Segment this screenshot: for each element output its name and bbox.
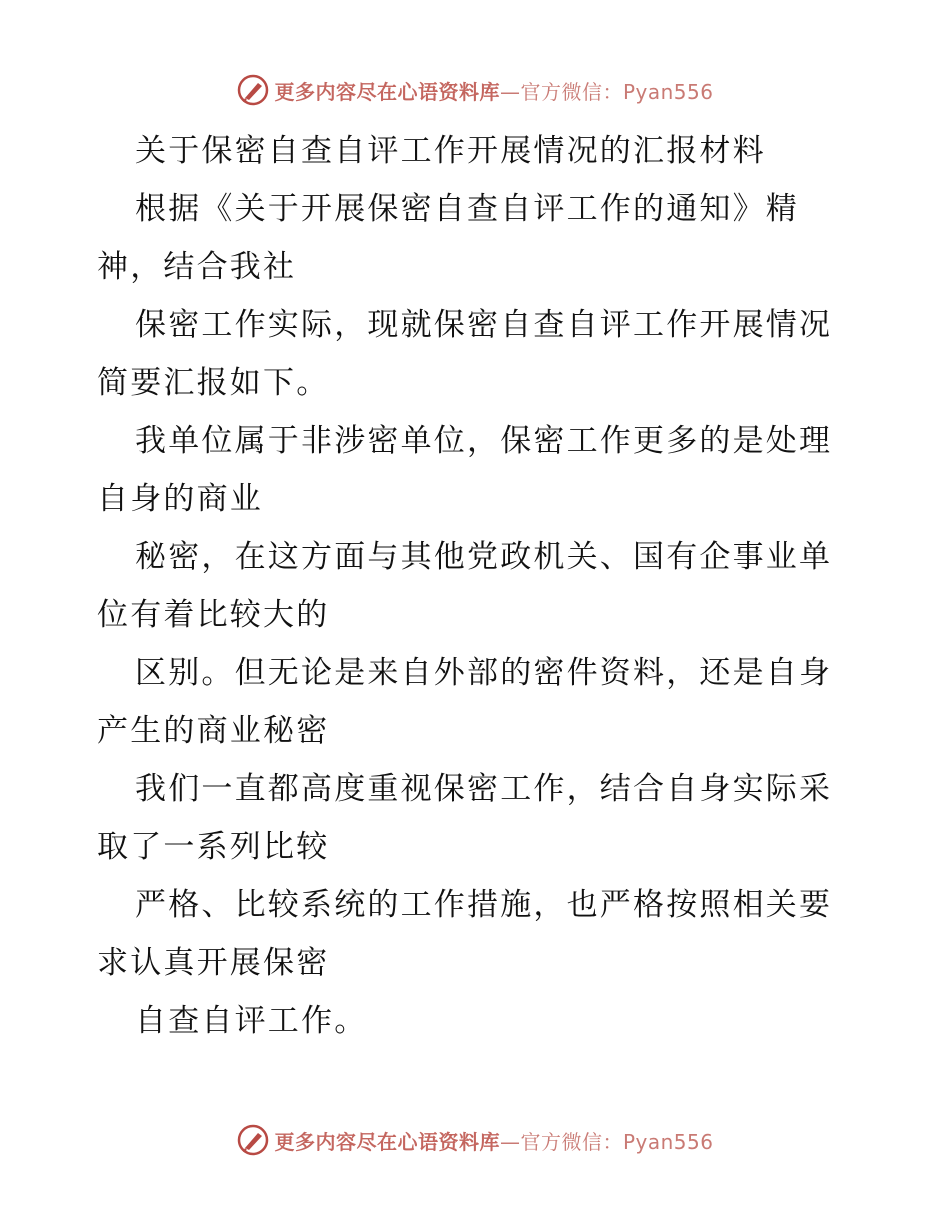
watermark-separator: —: [499, 1129, 521, 1154]
doc-line: 求认真开展保密: [97, 945, 330, 981]
footer-watermark: [0, 1120, 950, 1160]
doc-line: 神，结合我社: [97, 249, 297, 285]
doc-line: 我单位属于非涉密单位，保密工作更多的是处理: [135, 423, 833, 459]
doc-line: 自查自评工作。: [135, 1003, 368, 1039]
doc-line: 产生的商业秘密: [97, 713, 330, 749]
document-body: [97, 122, 857, 1050]
quill-pen-circle-icon: [236, 73, 270, 107]
doc-line: 区别。但无论是来自外部的密件资料，还是自身: [135, 655, 833, 691]
header-watermark: [0, 70, 950, 110]
watermark-brand: 更多内容尽在心语资料库: [274, 79, 500, 104]
watermark-text: [274, 1126, 713, 1155]
doc-line: 严格、比较系统的工作措施，也严格按照相关要: [135, 887, 833, 923]
doc-line: 自身的商业: [97, 481, 263, 517]
quill-pen-circle-icon: [236, 1123, 270, 1157]
doc-line: 位有着比较大的: [97, 597, 330, 633]
doc-line: 保密工作实际，现就保密自查自评工作开展情况: [135, 307, 833, 343]
watermark-separator: —: [499, 79, 521, 104]
doc-line: 取了一系列比较: [97, 829, 330, 865]
doc-line: 根据《关于开展保密自查自评工作的通知》精: [135, 191, 799, 227]
doc-line: 秘密，在这方面与其他党政机关、国有企事业单: [135, 539, 833, 575]
doc-line: 我们一直都高度重视保密工作，结合自身实际采: [135, 771, 833, 807]
watermark-text: [274, 76, 713, 105]
doc-line: 简要汇报如下。: [97, 365, 330, 401]
doc-line: 关于保密自查自评工作开展情况的汇报材料: [135, 133, 766, 169]
watermark-wechat: 官方微信：Pyan556: [520, 1129, 714, 1154]
watermark-brand: 更多内容尽在心语资料库: [274, 1129, 500, 1154]
watermark-wechat: 官方微信：Pyan556: [520, 79, 714, 104]
